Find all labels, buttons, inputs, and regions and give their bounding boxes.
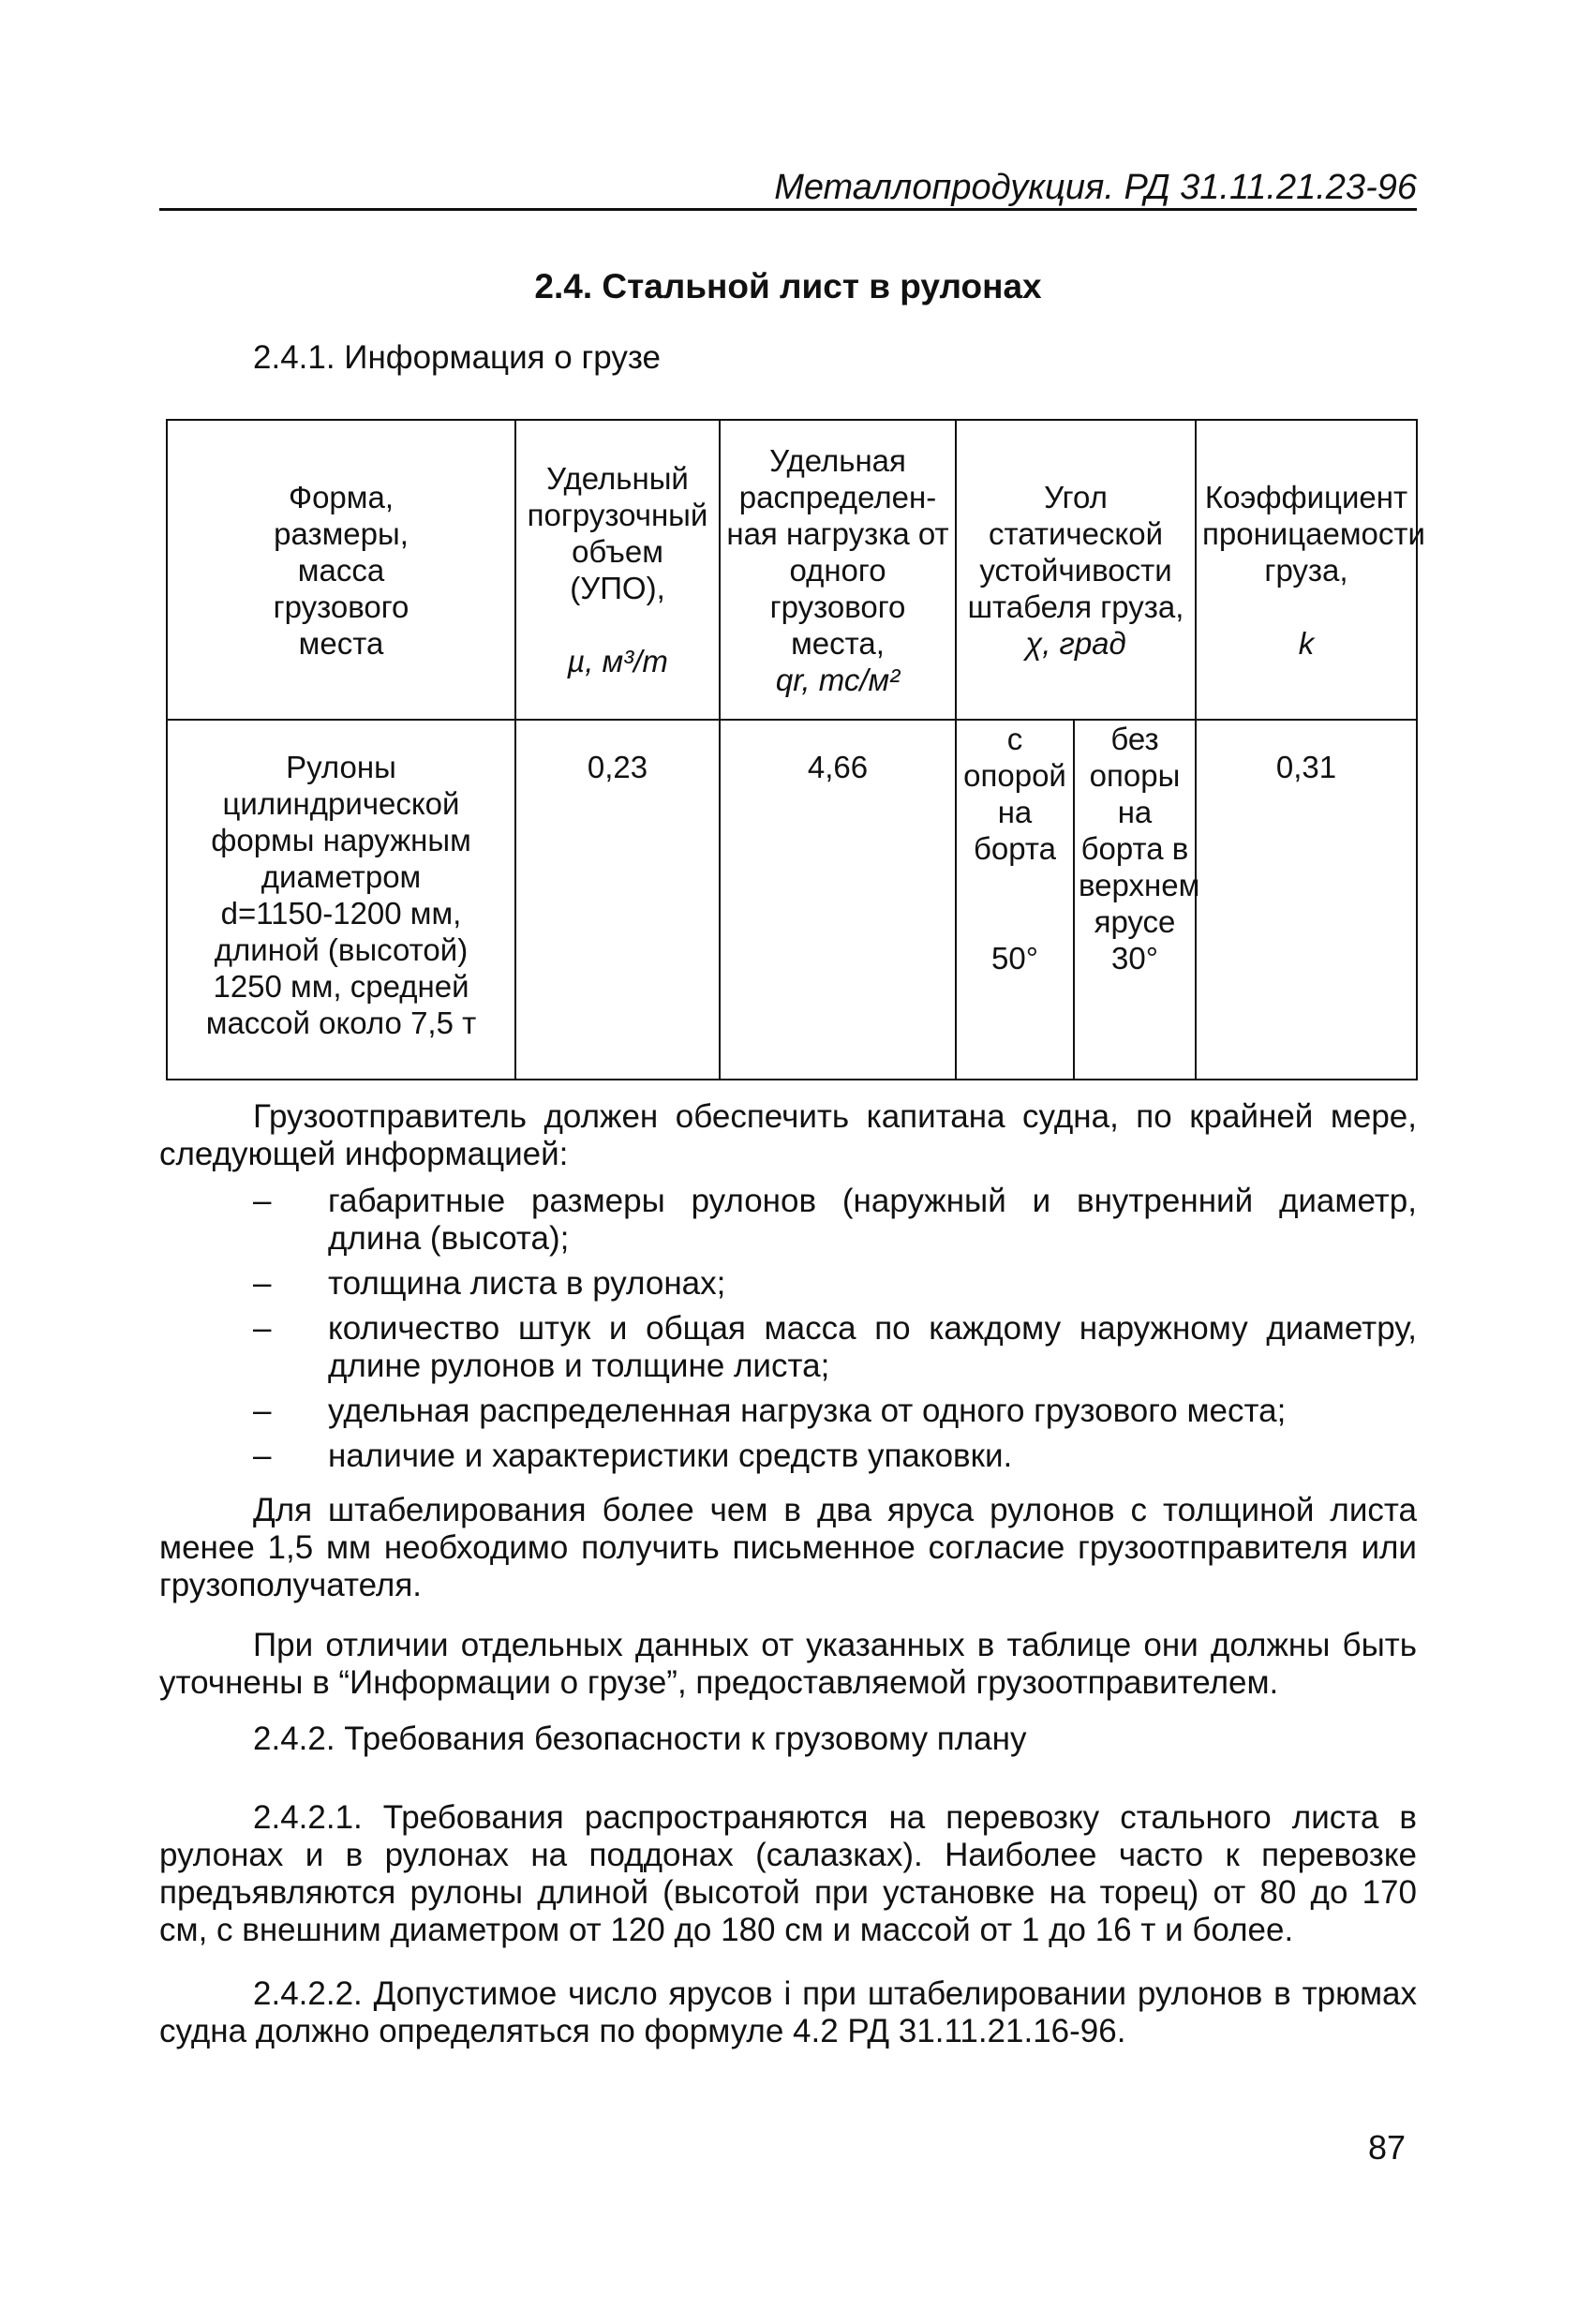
header-load: Удельная распределен- ная нагрузка от одного грузового места, qr, тс/м² [720, 420, 956, 720]
table-header-row [167, 420, 1417, 720]
cell-angle [956, 720, 1200, 1080]
intro-paragraph: Грузоотправитель должен обеспечить капитана судна, по крайней мере, следующей информацией: [159, 1098, 1417, 1172]
subsection-title: 2.4.1. Информация о грузе [253, 339, 661, 376]
angle-with-support: с опорой на борта 50° [957, 721, 1074, 1079]
angle-split [957, 721, 1200, 1079]
angle-with-support-value: 50° [991, 941, 1038, 976]
info-list [159, 1183, 1417, 1482]
differences-paragraph: При отличии отдельных данных от указанных в таблице они должны быть уточнены в “Информации о грузе”, предоставляемой грузоотправителем. [159, 1627, 1417, 1701]
page-number: 87 [1368, 2128, 1407, 2167]
cell-form: Рулоны цилиндрической формы наружным диаметром d=1150-1200 мм, длиной (высотой) 1250 мм, средней массой около 7,5 т [167, 720, 515, 1080]
angle-without-support-value: 30° [1111, 941, 1158, 976]
header-coefficient: Коэффициент проницаемости груза, k [1196, 420, 1417, 720]
list-item: – габаритные размеры рулонов (наружный и внутренний диаметр, длина (высота); [253, 1183, 1417, 1257]
cargo-info-table [166, 419, 1425, 1080]
paragraph-2-4-2-1: 2.4.2.1. Требования распространяются на перевозку стального листа в рулонах и в рулонах на поддонах (салазках). Наиболее часто к перевозке предъявляются рулоны длиной (высотой при установке на торец) от 80 до 170 см, с внешним диаметром от 120 до 180 см и массой от 1 до 16 т и более. [159, 1799, 1417, 1948]
header-rule [159, 208, 1417, 211]
list-item: – удельная распределенная нагрузка от одного грузового места; [253, 1393, 1287, 1429]
section-title: 2.4. Стальной лист в рулонах [534, 267, 1042, 305]
cell-load: 4,66 [720, 720, 956, 1080]
cell-coefficient: 0,31 [1196, 720, 1417, 1080]
header-upo: Удельный погрузочный объем (УПО), µ, м³/т [515, 420, 720, 720]
header-form: Форма, размеры, масса грузового места [167, 420, 515, 720]
list-item: – толщина листа в рулонах; [253, 1265, 726, 1302]
subsection-2-title: 2.4.2. Требования безопасности к грузовому плану [253, 1721, 1027, 1757]
list-item: – наличие и характеристики средств упаковки. [253, 1438, 1013, 1474]
angle-without-support: без опоры на борта в верхнем ярусе 30° [1079, 722, 1200, 976]
header-angle: Угол статической устойчивости штабеля груза, χ, град [956, 420, 1196, 720]
cell-upo: 0,23 [515, 720, 720, 1080]
running-head: Металлопродукция. РД 31.11.21.23-96 [774, 168, 1417, 207]
list-item: – количество штук и общая масса по каждому наружному диаметру, длине рулонов и толщине листа; [253, 1310, 1417, 1384]
paragraph-2-4-2-2: 2.4.2.2. Допустимое число ярусов i при штабелировании рулонов в трюмах судна должно определяться по формуле 4.2 РД 31.11.21.16-96. [159, 1975, 1417, 2049]
table-row [167, 720, 1417, 1080]
stacking-paragraph: Для штабелирования более чем в два яруса рулонов с толщиной листа менее 1,5 мм необходимо получить письменное согласие грузоотправителя или грузополучателя. [159, 1492, 1417, 1603]
